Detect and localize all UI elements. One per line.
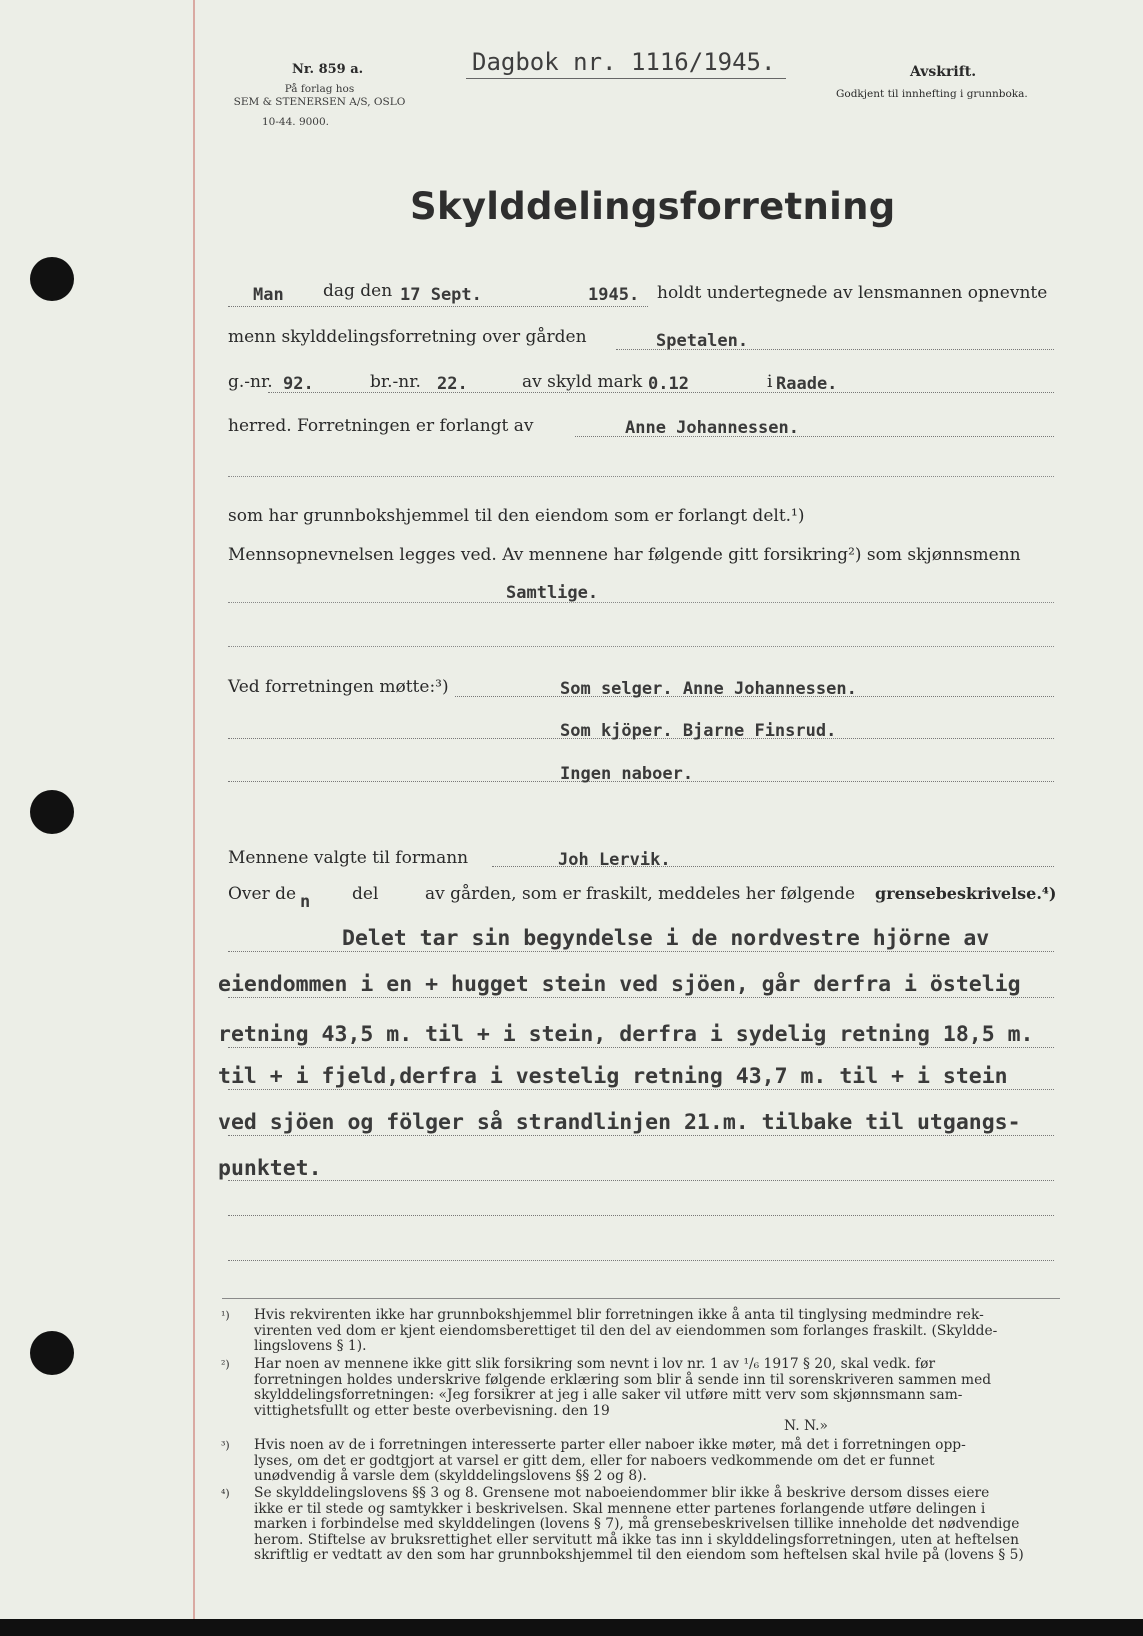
footnote-3-line: Hvis noen av de i forretningen interesserte parter eller naboer ikke møter, må det i forretningen opp- [254,1437,966,1453]
footnote-4-mark: ⁴) [221,1487,230,1500]
description-dots-8 [228,1260,1054,1261]
description-dots-2 [228,997,1054,998]
boundary-label-c: av gården, som er fraskilt, meddeles her følgende [425,884,856,904]
footnote-1-line: virenten ved dom er kjent eiendomsberettiget til den del av eiendommen som forlanges fraskilt. (Skyldde- [254,1322,998,1339]
line3-dots [268,392,1054,393]
assurance-value: Samtlige. [506,583,599,603]
footnote-4-line: marken i forbindelse med skylddelingen (lovens § 7), må grensebeskrivelsen tillike inneholde det nødvendige [254,1516,1020,1532]
assurance-rule [228,602,1054,603]
gnr-label: g.-nr. [228,372,273,392]
footnote-2 [221,1356,1054,1435]
description-dots-4 [228,1089,1054,1090]
footnote-2-mark: ²) [221,1358,230,1371]
line2-dots [616,349,1054,350]
footnote-2-signature: N. N.» [784,1418,828,1434]
boundary-label-a: Over de [228,884,297,904]
punch-hole-top [30,257,74,301]
attendance-label: Ved forretningen møtte:³) [228,677,449,697]
dag-den-label: dag den [323,281,393,301]
punch-hole-bottom [30,1331,74,1375]
description-dots-3 [228,1047,1054,1048]
chairman-value: Joh Lervik. [558,850,671,870]
footnote-1-line: lingslovens § 1). [254,1338,367,1354]
godkjent-note: Godkjent til innhefting i grunnboka. [836,88,1028,100]
boundary-label-del: del [352,884,379,904]
blank-rule-2 [228,646,1054,647]
publisher-line1: På forlag hos [284,83,355,95]
footnote-2-line: vittighetsfullt og etter beste overbevisning. den 19 [254,1402,610,1419]
description-dots-1 [228,951,1054,952]
description-dots-7 [228,1215,1054,1216]
footnote-3-mark: ³) [221,1439,230,1452]
avskrift-label: Avskrift. [910,64,977,80]
footnote-1-line: Hvis rekvirenten ikke har grunnbokshjemmel blir forretningen ikke å anta til tinglysing medmindre rek- [254,1307,984,1323]
description-line-6: punktet. [218,1156,322,1181]
footnote-separator [222,1298,1060,1299]
footnote-1 [221,1307,1054,1355]
footnote-4-line: Se skylddelingslovens §§ 3 og 8. Grensene mot naboeiendommer blir ikke å beskrive dersom disses eiere [254,1485,990,1501]
footnote-2-line: Har noen av mennene ikke gitt slik forsikring som nevnt i lov nr. 1 av ¹/₆ 1917 § 20, skal vedk. før [254,1356,936,1372]
dagbok-number: Dagbok nr. 1116/1945. [472,48,776,76]
attendee-2: Som kjöper. Bjarne Finsrud. [560,721,837,741]
form-number: Nr. 859 a. [292,62,364,77]
footnote-4 [221,1485,1054,1564]
footnote-4-line: herom. Stiftelse av bruksrettighet eller servitutt må ikke tas inn i skylddelingsforretningen, uten at heftelsen [254,1531,1020,1548]
blank-rule-1 [228,476,1054,477]
attendee-3: Ingen naboer. [560,764,694,784]
description-line-2: eiendommen i en + hugget stein ved sjöen, går derfra i östelig [218,972,1021,997]
footnote-1-mark: ¹) [221,1309,230,1322]
page-title: Skylddelingsforretning [410,185,896,228]
line5-text: som har grunnbokshjemmel til den eiendom som er forlangt delt.¹) [228,506,805,526]
footnote-4-line: skriftlig er vedtatt av den som har grunnbokshjemmel til den eiendom som heftelsen skal hvile på (lovens § 5) [254,1547,1024,1563]
skyld-label: av skyld mark [522,372,643,392]
line6-text: Mennsopnevnelsen legges ved. Av mennene har følgende gitt forsikring²) som skjønnsmenn [228,545,1021,565]
weekday-value: Man [253,285,284,305]
gnr-value: 92. [283,374,314,394]
skyld-value: 0.12 [648,374,689,394]
margin-rule [193,0,195,1619]
print-code: 10-44. 9000. [262,116,330,128]
boundary-label-n: n [300,892,311,912]
requester-value: Anne Johannessen. [625,418,799,438]
chairman-label: Mennene valgte til formann [228,848,469,868]
dagbok-underline [466,78,786,79]
footnote-4-line: ikke er til stede og samtykker i beskrivelsen. Skal mennene etter partenes forlangende utføre delingen i [254,1500,986,1517]
publisher-line2: SEM & STENERSEN A/S, OSLO [233,96,406,108]
farm-name-value: Spetalen. [656,331,749,351]
description-dots-6 [228,1180,1054,1181]
line1-dots [228,306,648,307]
description-dots-5 [228,1135,1054,1136]
footnote-3-line: unødvendig å varsle dem (skylddelingslovens §§ 2 og 8). [254,1468,647,1484]
description-line-4: til + i fjeld,derfra i vestelig retning 43,7 m. til + i stein [218,1064,1008,1089]
scan-border-bottom [0,1619,1143,1636]
footnote-2-line: skylddelingsforretningen: «Jeg forsikrer at jeg i alle saker vil utføre mitt verv som skjønnsmann sam- [254,1387,963,1403]
footnote-3 [221,1437,1054,1485]
attendee-1: Som selger. Anne Johannessen. [560,679,857,699]
boundary-label-bold: grensebeskrivelse.⁴) [875,884,1057,903]
year-value: 1945. [588,285,640,305]
line4-dots [575,436,1054,437]
description-line-3: retning 43,5 m. til + i stein, derfra i sydelig retning 18,5 m. [218,1022,1034,1047]
i-label: i [767,372,773,392]
date-value: 17 Sept. [400,285,482,305]
line4-text: herred. Forretningen er forlangt av [228,416,534,436]
footnote-3-line: lyses, om det er godtgjort at varsel er gitt dem, eller for naboers vedkommende om det er funnet [254,1452,935,1469]
line1-text: holdt undertegnede av lensmannen opnevnte [657,283,1048,303]
municipality-value: Raade. [776,374,838,394]
brnr-label: br.-nr. [370,372,421,392]
line2-text: menn skylddelingsforretning over gården [228,327,587,347]
punch-hole-middle [30,790,74,834]
description-line-1: Delet tar sin begyndelse i de nordvestre hjörne av [342,926,990,951]
brnr-value: 22. [437,374,468,394]
description-line-5: ved sjöen og fölger så strandlinjen 21.m. tilbake til utgangs- [218,1110,1021,1135]
footnote-2-line: forretningen holdes underskrive følgende erklæring som blir å sende inn til sorenskriveren sammen med [254,1371,992,1388]
